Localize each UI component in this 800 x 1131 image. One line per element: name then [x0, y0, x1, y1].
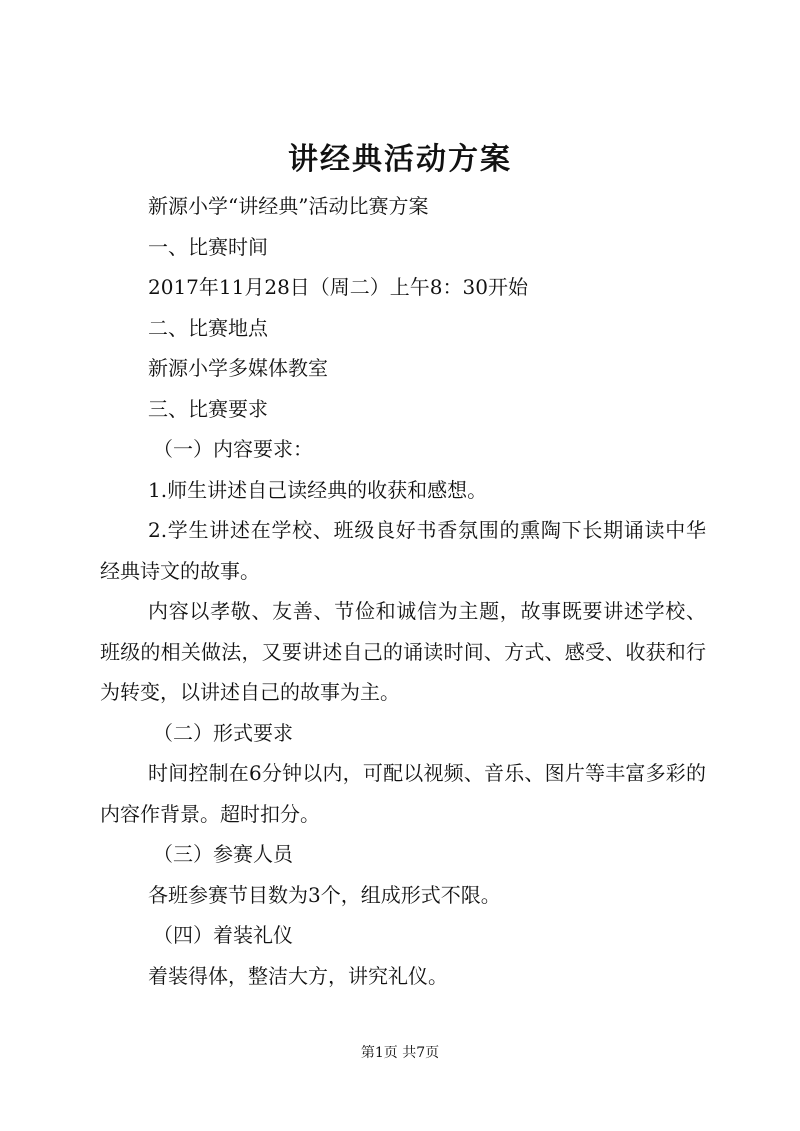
- paragraph-format: 时间控制在6分钟以内，可配以视频、音乐、图片等丰富多彩的内容作背景。超时扣分。: [100, 761, 706, 826]
- heading-time: 一、比赛时间: [148, 234, 268, 259]
- paragraph-content-theme: 内容以孝敬、友善、节俭和诚信为主题，故事既要讲述学校、班级的相关做法，又要讲述自己的诵读时间、方式、感受、收获和行为转变，以讲述自己的故事为主。: [100, 599, 706, 704]
- document-body: [100, 186, 706, 996]
- paragraph-participants: 各班参赛节目数为3个，组成形式不限。: [148, 882, 501, 907]
- heading-location: 二、比赛地点: [148, 315, 268, 340]
- document-title: 讲经典活动方案: [288, 142, 512, 177]
- paragraph-location: 新源小学多媒体教室: [148, 356, 328, 380]
- subheading-format: （二）形式要求: [153, 720, 293, 745]
- subheading-participants: （三）参赛人员: [153, 842, 293, 866]
- subheading-content: （一）内容要求：: [153, 437, 313, 461]
- paragraph-time: 2017年11月28日（周二）上午8：30开始: [148, 275, 528, 299]
- paragraph-intro: 新源小学“讲经典”活动比赛方案: [148, 194, 429, 218]
- paragraph-item-2: 2.学生讲述在学校、班级良好书香氛围的熏陶下长期诵读中华经典诗文的故事。: [100, 518, 706, 583]
- heading-requirements: 三、比赛要求: [148, 396, 268, 421]
- subheading-dress: （四）着装礼仪: [153, 923, 293, 947]
- paragraph-item-1: 1.师生讲述自己读经典的收获和感想。: [148, 477, 488, 502]
- paragraph-dress: 着装得体，整洁大方，讲究礼仪。: [148, 963, 448, 988]
- page-footer: 第1页 共7页: [360, 1045, 440, 1061]
